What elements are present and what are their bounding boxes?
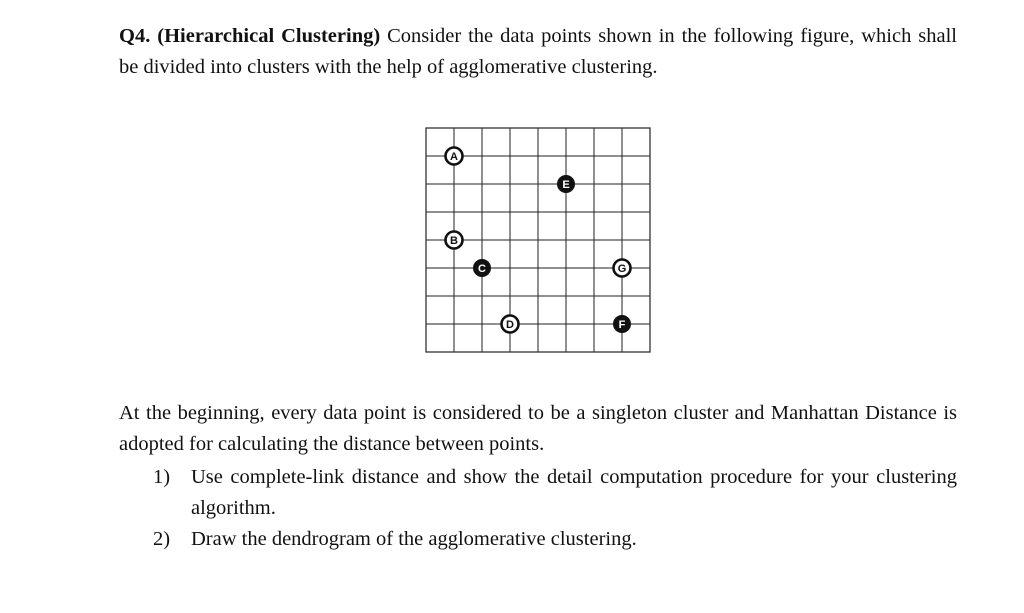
question-title: Q4. (Hierarchical Clustering) <box>119 25 381 47</box>
data-points-figure <box>420 122 654 366</box>
point-f <box>614 316 631 333</box>
point-c <box>474 260 491 277</box>
point-label: E <box>562 179 570 191</box>
grid-plot <box>420 122 654 356</box>
point-label: A <box>450 151 458 163</box>
task-number: 1) <box>153 466 171 488</box>
question-followup: At the beginning, every data point is considered to be a singleton cluster and Manhattan Distance is adopted for calculating the distance between points. <box>119 402 957 455</box>
point-label: C <box>478 263 486 275</box>
point-b <box>446 232 463 249</box>
task-item-1 <box>153 462 957 524</box>
task-number: 2) <box>153 528 171 550</box>
task-item-2 <box>153 524 957 555</box>
point-label: B <box>450 235 458 247</box>
point-d <box>502 316 519 333</box>
point-label: G <box>617 263 627 275</box>
question-intro <box>119 21 957 83</box>
point-e <box>558 176 575 193</box>
point-label: D <box>506 319 514 331</box>
task-text: Draw the dendrogram of the agglomerative clustering. <box>191 528 637 550</box>
task-list <box>153 462 957 555</box>
point-g <box>614 260 631 277</box>
task-text: Use complete-link distance and show the detail computation procedure for your clustering algorithm. <box>191 466 957 519</box>
point-a <box>446 148 463 165</box>
point-label: F <box>618 319 626 331</box>
intro-text: Consider the data points shown in the following figure, which shall be divided into clusters with the help of agglomerative clustering. <box>119 25 958 78</box>
